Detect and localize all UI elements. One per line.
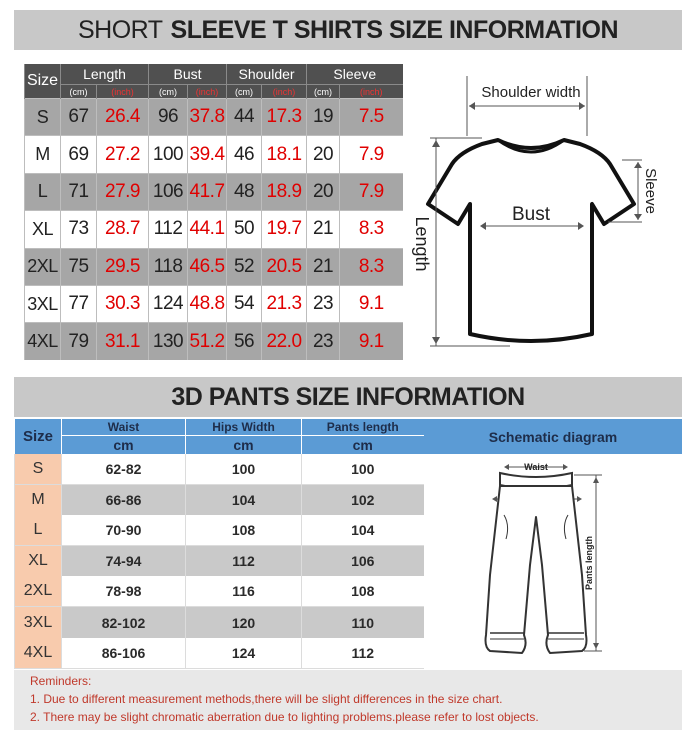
tshirt-shoulder-cm-cell: 54	[227, 285, 262, 322]
tshirt-sleeve-cm-cell: 23	[307, 285, 340, 322]
pants-length-header: Pants length	[302, 419, 424, 436]
pants-size-cell: 2XL	[15, 576, 62, 607]
unit-cm: (cm)	[61, 85, 97, 99]
tshirt-bust-in-cell: 37.8	[188, 99, 227, 136]
unit-cm: (cm)	[149, 85, 188, 99]
tshirt-shoulder-in-cell: 22.0	[262, 323, 307, 360]
tshirt-size-cell: 2XL	[25, 248, 61, 285]
tshirt-banner-part2: SLEEVE T SHIRTS SIZE INFORMATION	[170, 15, 618, 44]
tshirt-bust-cm-cell: 130	[149, 323, 188, 360]
tshirt-shoulder-in-cell: 20.5	[262, 248, 307, 285]
tshirt-bust-cm-cell: 118	[149, 248, 188, 285]
pants-size-table	[14, 419, 424, 669]
pants-length-label: Pants length	[584, 535, 594, 591]
tshirt-size-table	[24, 64, 403, 360]
tshirt-table-row	[25, 285, 403, 322]
waist-label: Waist	[524, 462, 548, 472]
tshirt-length-cm-cell: 73	[61, 211, 97, 248]
tshirt-bust-cm-cell: 124	[149, 285, 188, 322]
tshirt-sleeve-cm-cell: 21	[307, 248, 340, 285]
tshirt-shoulder-in-cell: 21.3	[262, 285, 307, 322]
unit-cm: cm	[186, 436, 302, 455]
pants-length-cell: 110	[302, 607, 424, 638]
tshirt-length-header: Length	[61, 64, 149, 85]
tshirt-table-row	[25, 323, 403, 360]
pants-length-cell: 100	[302, 454, 424, 485]
pants-waist-cell: 66-86	[62, 485, 186, 516]
pants-waist-cell: 74-94	[62, 546, 186, 577]
reminders-box	[14, 670, 682, 730]
tshirt-sleeve-in-cell: 8.3	[340, 248, 403, 285]
tshirt-sleeve-in-cell: 7.5	[340, 99, 403, 136]
pants-table-row	[15, 607, 424, 638]
unit-cm: (cm)	[227, 85, 262, 99]
unit-cm: cm	[302, 436, 424, 455]
tshirt-table-row	[25, 248, 403, 285]
tshirt-length-cm-cell: 75	[61, 248, 97, 285]
tshirt-sleeve-cm-cell: 20	[307, 136, 340, 173]
tshirt-sleeve-in-cell: 9.1	[340, 323, 403, 360]
pants-size-cell: L	[15, 515, 62, 546]
tshirt-shoulder-in-cell: 18.1	[262, 136, 307, 173]
bust-label: Bust	[511, 204, 551, 225]
tshirt-bust-in-cell: 51.2	[188, 323, 227, 360]
tshirt-sleeve-in-cell: 8.3	[340, 211, 403, 248]
unit-inch: (inch)	[97, 85, 149, 99]
pants-size-cell: S	[15, 454, 62, 485]
pants-hips-cell: 100	[186, 454, 302, 485]
pants-length-cell: 106	[302, 546, 424, 577]
tshirt-bust-header: Bust	[149, 64, 227, 85]
pants-hips-cell: 124	[186, 638, 302, 669]
tshirt-shoulder-cm-cell: 48	[227, 173, 262, 210]
pants-waist-cell: 70-90	[62, 515, 186, 546]
tshirt-length-cm-cell: 71	[61, 173, 97, 210]
tshirt-table-row	[25, 173, 403, 210]
tshirt-sleeve-cm-cell: 23	[307, 323, 340, 360]
tshirt-length-cm-cell: 79	[61, 323, 97, 360]
pants-hips-cell: 108	[186, 515, 302, 546]
tshirt-size-cell: 4XL	[25, 323, 61, 360]
tshirt-sleeve-in-cell: 7.9	[340, 136, 403, 173]
tshirt-size-cell: 3XL	[25, 285, 61, 322]
tshirt-size-cell: L	[25, 173, 61, 210]
tshirt-bust-in-cell: 46.5	[188, 248, 227, 285]
tshirt-length-in-cell: 29.5	[97, 248, 149, 285]
unit-cm: cm	[62, 436, 186, 455]
pants-waist-cell: 82-102	[62, 607, 186, 638]
tshirt-bust-cm-cell: 106	[149, 173, 188, 210]
unit-inch: (inch)	[262, 85, 307, 99]
pants-hips-cell: 112	[186, 546, 302, 577]
tshirt-shoulder-in-cell: 18.9	[262, 173, 307, 210]
reminder-line-1: 1. Due to different measurement methods,there will be slight differences in the size chart.	[30, 692, 503, 706]
tshirt-sleeve-cm-cell: 21	[307, 211, 340, 248]
pants-length-cell: 102	[302, 485, 424, 516]
pants-table-row	[15, 638, 424, 669]
tshirt-length-in-cell: 26.4	[97, 99, 149, 136]
reminders-title: Reminders:	[30, 674, 92, 688]
tshirt-size-header: Size	[25, 64, 61, 99]
unit-cm: (cm)	[307, 85, 340, 99]
pants-hips-cell: 116	[186, 576, 302, 607]
tshirt-length-in-cell: 27.2	[97, 136, 149, 173]
tshirt-size-cell: S	[25, 99, 61, 136]
tshirt-length-cm-cell: 77	[61, 285, 97, 322]
tshirt-bust-cm-cell: 100	[149, 136, 188, 173]
pants-waist-header: Waist	[62, 419, 186, 436]
tshirt-table-row	[25, 211, 403, 248]
tshirt-length-cm-cell: 69	[61, 136, 97, 173]
pants-hips-header: Hips Width	[186, 419, 302, 436]
tshirt-bust-in-cell: 39.4	[188, 136, 227, 173]
tshirt-shoulder-cm-cell: 50	[227, 211, 262, 248]
pants-waist-cell: 62-82	[62, 454, 186, 485]
tshirt-outline	[428, 140, 634, 341]
tshirt-size-cell: M	[25, 136, 61, 173]
tshirt-length-in-cell: 27.9	[97, 173, 149, 210]
pants-waist-cell: 78-98	[62, 576, 186, 607]
pants-table-row	[15, 454, 424, 485]
pants-table-row	[15, 546, 424, 577]
tshirt-shoulder-in-cell: 19.7	[262, 211, 307, 248]
pants-size-cell: 3XL	[15, 607, 62, 638]
tshirt-shoulder-header: Shoulder	[227, 64, 307, 85]
tshirt-size-cell: XL	[25, 211, 61, 248]
tshirt-shoulder-cm-cell: 44	[227, 99, 262, 136]
tshirt-table-row	[25, 99, 403, 136]
tshirt-shoulder-cm-cell: 46	[227, 136, 262, 173]
pants-table-row	[15, 515, 424, 546]
tshirt-sleeve-cm-cell: 20	[307, 173, 340, 210]
schematic-header: Schematic diagram	[424, 419, 682, 454]
tshirt-sleeve-cm-cell: 19	[307, 99, 340, 136]
tshirt-banner-part1: SHORT	[77, 15, 163, 44]
unit-inch: (inch)	[188, 85, 227, 99]
sleeve-label: Sleeve	[642, 168, 659, 214]
pants-banner: 3D PANTS SIZE INFORMATION	[14, 377, 682, 417]
pants-size-cell: M	[15, 485, 62, 516]
pants-size-header: Size	[15, 419, 62, 454]
unit-inch: (inch)	[340, 85, 403, 99]
tshirt-sleeve-in-cell: 7.9	[340, 173, 403, 210]
pants-table-row	[15, 485, 424, 516]
reminder-line-2: 2. There may be slight chromatic aberration due to lighting problems.please refer to lost objects.	[30, 710, 539, 724]
tshirt-diagram	[410, 64, 682, 364]
tshirt-bust-in-cell: 48.8	[188, 285, 227, 322]
pants-table-row	[15, 576, 424, 607]
tshirt-shoulder-cm-cell: 56	[227, 323, 262, 360]
pants-length-cell: 112	[302, 638, 424, 669]
tshirt-table-row	[25, 136, 403, 173]
tshirt-length-cm-cell: 67	[61, 99, 97, 136]
tshirt-bust-in-cell: 44.1	[188, 211, 227, 248]
tshirt-sleeve-header: Sleeve	[307, 64, 403, 85]
tshirt-length-in-cell: 31.1	[97, 323, 149, 360]
tshirt-bust-in-cell: 41.7	[188, 173, 227, 210]
tshirt-length-in-cell: 30.3	[97, 285, 149, 322]
pants-size-cell: XL	[15, 546, 62, 577]
tshirt-shoulder-in-cell: 17.3	[262, 99, 307, 136]
pants-diagram	[424, 455, 682, 670]
tshirt-shoulder-cm-cell: 52	[227, 248, 262, 285]
pants-hips-cell: 104	[186, 485, 302, 516]
pants-length-cell: 104	[302, 515, 424, 546]
pants-hips-cell: 120	[186, 607, 302, 638]
tshirt-bust-cm-cell: 96	[149, 99, 188, 136]
length-label: Length	[412, 216, 432, 272]
shoulder-width-label: Shoulder width	[481, 84, 581, 101]
pants-outline	[486, 486, 587, 653]
tshirt-bust-cm-cell: 112	[149, 211, 188, 248]
pants-length-cell: 108	[302, 576, 424, 607]
tshirt-sleeve-in-cell: 9.1	[340, 285, 403, 322]
pants-waist-cell: 86-106	[62, 638, 186, 669]
pants-size-cell: 4XL	[15, 638, 62, 669]
tshirt-length-in-cell: 28.7	[97, 211, 149, 248]
tshirt-banner	[14, 10, 682, 50]
